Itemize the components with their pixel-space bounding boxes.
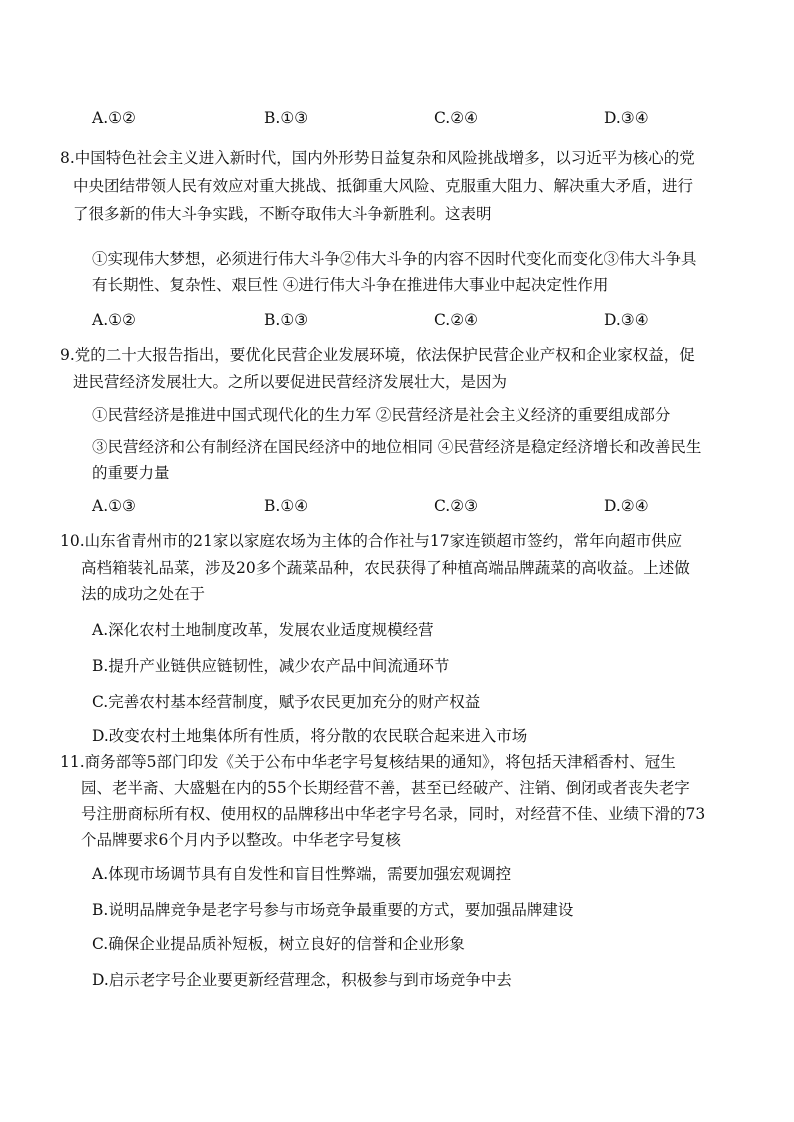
q10-choice-d: D.改变农村土地集体所有性质，将分散的农民联合起来进入市场 <box>92 727 528 745</box>
q11-choice-b: B.说明品牌竞争是老字号参与市场竞争最重要的方式，要加强品牌建设 <box>92 901 574 919</box>
q7-option-b: B.①③ <box>264 109 309 127</box>
q10-choice-c: C.完善农村基本经营制度，赋予农民更加充分的财产权益 <box>92 693 481 711</box>
q7-option-d: D.③④ <box>604 109 649 127</box>
q8-stem-line-3: 了很多新的伟大斗争实践，不断夺取伟大斗争新胜利。这表明 <box>73 205 492 223</box>
q8-stem-line-1: 8.中国特色社会主义进入新时代，国内外形势日益复杂和风险挑战增多，以习近平为核心的党 <box>60 149 695 167</box>
q7-option-c: C.②④ <box>434 109 479 127</box>
q9-stem-line-2: 进民营经济发展壮大。之所以要促进民营经济发展壮大，是因为 <box>73 373 508 391</box>
q10-choice-a: A.深化农村土地制度改革，发展农业适度规模经营 <box>92 621 434 639</box>
q9-stem-line-1: 9.党的二十大报告指出，要优化民营企业发展环境，依法保护民营企业产权和企业家权益，促 <box>60 346 695 364</box>
q9-option-b: B.①④ <box>264 497 309 515</box>
q8-statement-line-1: ①实现伟大梦想，必须进行伟大斗争②伟大斗争的内容不因时代变化而变化③伟大斗争具 <box>92 250 697 268</box>
q11-choice-d: D.启示老字号企业要更新经营理念，积极参与到市场竞争中去 <box>92 971 512 989</box>
q8-option-b: B.①③ <box>264 311 309 329</box>
q9-options <box>92 497 742 521</box>
q9-statement-line-2: ③民营经济和公有制经济在国民经济中的地位相同 ④民营经济是稳定经济增长和改善民生 <box>92 438 702 456</box>
q7-option-a: A.①② <box>92 109 136 127</box>
q11-choice-c: C.确保企业提品质补短板，树立良好的信誉和企业形象 <box>92 935 465 953</box>
q8-option-a: A.①② <box>92 311 136 329</box>
q9-option-d: D.②④ <box>604 497 649 515</box>
q11-stem-line-4: 个品牌要求6个月内予以整改。中华老字号复核 <box>81 831 401 849</box>
q10-stem-line-3: 法的成功之处在于 <box>81 585 206 603</box>
q9-option-a: A.①③ <box>92 497 136 515</box>
q8-option-c: C.②④ <box>434 311 479 329</box>
q11-stem-line-3: 号注册商标所有权、使用权的品牌移出中华老字号名录，同时，对经营不佳、业绩下滑的73 <box>81 805 706 823</box>
q8-options <box>92 311 742 335</box>
q10-choice-b: B.提升产业链供应链韧性，减少农产品中间流通环节 <box>92 657 450 675</box>
q10-stem-line-2: 高档箱装礼品菜，涉及20多个蔬菜品种，农民获得了种植高端品牌蔬菜的高收益。上述做 <box>81 559 690 577</box>
q11-stem-line-1: 11.商务部等5部门印发《关于公布中华老字号复核结果的通知》，将包括天津稻香村、冠生 <box>60 753 676 771</box>
q11-stem-line-2: 园、老半斋、大盛魁在内的55个长期经营不善，甚至已经破产、注销、倒闭或者丧失老字 <box>81 779 690 797</box>
q11-choice-a: A.体现市场调节具有自发性和盲目性弊端，需要加强宏观调控 <box>92 865 512 883</box>
q9-option-c: C.②③ <box>434 497 479 515</box>
q8-stem-line-2: 中央团结带领人民有效应对重大挑战、抵御重大风险、克服重大阻力、解决重大矛盾，进行 <box>73 177 694 195</box>
q8-option-d: D.③④ <box>604 311 649 329</box>
q9-statement-line-3: 的重要力量 <box>92 464 170 482</box>
q9-statement-line-1: ①民营经济是推进中国式现代化的生力军 ②民营经济是社会主义经济的重要组成部分 <box>92 406 671 424</box>
q10-stem-line-1: 10.山东省青州市的21家以家庭农场为主体的合作社与17家连锁超市签约，常年向超市供应 <box>60 532 683 550</box>
q8-statement-line-2: 有长期性、复杂性、艰巨性 ④进行伟大斗争在推进伟大事业中起决定性作用 <box>92 276 609 294</box>
q7-options <box>92 109 742 133</box>
